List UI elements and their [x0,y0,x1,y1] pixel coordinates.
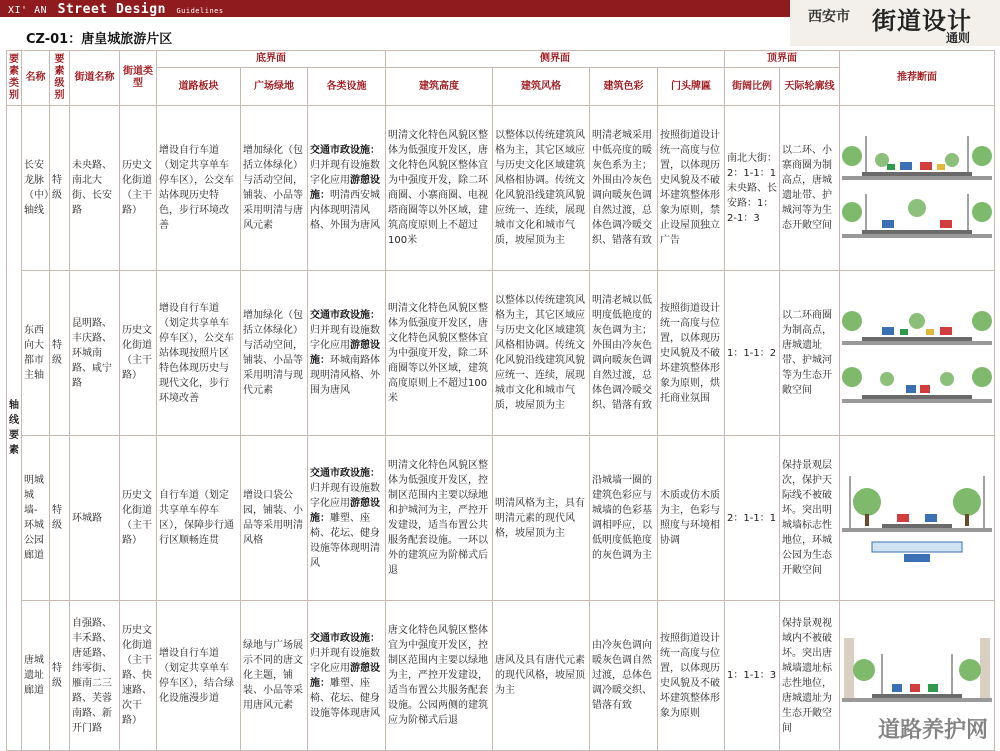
cell-street-ratio: 2：1-1：1 [725,436,780,601]
cell-facilities [308,271,386,436]
header-street-type: 街道类型 [120,51,157,106]
cell-building-height: 唐文化特色风貌区整体宜为中强度开发区，控制区范围内主要以绿地为主，严控开发建设，适当布置公共服务配套设施。公园两侧的建筑应为阶梯式后退 [386,601,493,751]
cell-building-color: 沿城墙一圈的建筑色彩应与城墙的色彩基调相呼应，以低明度低艳度的灰色调为主 [590,436,658,601]
category-cell [7,106,22,751]
header-road-section: 道路板块 [157,68,241,106]
cell-building-height: 明清文化特色风貌区整体为低强度开发区，唐文化特色风貌区整体宜为中强度开发，除二环商圈等以外区域，建筑高度原则上不超过100米 [386,271,493,436]
cell-street-ratio: 1：1-1：3 [725,601,780,751]
facility-label-leisure: 游憩设施： [310,497,380,524]
cell-street-ratio: 1：1-1：2 [725,271,780,436]
cell-street-names: 自强路、丰禾路、唐延路、纬零街、雁南二三路、芙蓉南路、新开门路 [70,601,120,751]
facility-label-traffic: 交通市政设施： [310,145,380,156]
header-recommended-section: 推荐断面 [840,51,995,106]
cell-building-height: 明清文化特色风貌区整体为低强度开发区，唐文化特色风貌区整体宜为中强度开发，除二环商圈、小寨商圈、电视塔商圈等以外区域，建筑高度原则上不超过100米 [386,106,493,271]
facility-label-leisure: 游憩设施： [310,340,380,366]
street-section-diagram [842,618,992,728]
cell-building-style: 唐风及具有唐代元素的现代风格，坡屋顶为主 [493,601,590,751]
header-group-top: 顶界面 [725,51,840,68]
cell-skyline: 以二环商圈为制高点，唐城遗址带、护城河等为生态开敞空间 [780,271,840,436]
cell-building-style: 以整体以传统建筑风格为主，其它区域应与历史文化区域建筑风格相协调。传统文化风貌沿线建筑风貌应统一、连续，展现城市文化和城市气质，坡屋顶为主 [493,271,590,436]
cell-name: 长安龙脉（中）轴线 [22,106,50,271]
doc-title: 街道设计 [872,7,972,35]
cell-building-color: 由冷灰色调向暖灰色调自然过渡，总体色调冷暖交织、错落有致 [590,601,658,751]
cell-section-image [840,106,995,271]
section-lower [842,194,992,238]
cell-building-style: 明清风格为主，具有明清元素的现代风格，坡屋顶为主 [493,436,590,601]
cell-signage: 按照街道设计统一高度与位置，以体现历史风貌及不破坏建筑整体形象为原则，烘托商业氛围 [658,271,725,436]
street-section-diagram [842,456,992,576]
cell-road-section: 增设自行车道（划定共享单车停车区），公交车站体现按照片区特色体现历史与现代文化，步行环境改善 [157,271,241,436]
header-building-style: 建筑风格 [493,68,590,106]
facility-label-leisure: 游憩设施： [310,175,380,201]
cell-name: 明城城墙-环城公园廊道 [22,436,50,601]
cell-plaza-green: 增加绿化（包括立体绿化）与活动空间，铺装、小品等采用明清与现代元素 [241,271,308,436]
header-category: 要素类别 [7,51,22,106]
cell-street-ratio: 南北大街：2：1-1：1未央路、长安路：1：2-1：3 [725,106,780,271]
cell-facilities [308,601,386,751]
header-plaza-green: 广场绿地 [241,68,308,106]
cell-street-names: 环城路 [70,436,120,601]
cell-building-color: 明清老城以低明度低艳度的灰色调为主；外围由冷灰色调向暖灰色调自然过渡，总体色调冷暖交织、错落有致 [590,271,658,436]
header-signage: 门头牌匾 [658,68,725,106]
street-section-diagram [842,126,992,246]
facility-label-traffic: 交通市政设施： [310,310,380,321]
cell-facilities [308,436,386,601]
cell-street-type: 历史文化街道（主干路） [120,271,157,436]
cell-plaza-green: 绿地与广场展示不同的唐文化主题，铺装、小品等采用唐风元素 [241,601,308,751]
header-level: 要素级别 [50,51,70,106]
facility-text-leisure: 雕塑、座椅、花坛、健身设施等体现唐风 [310,677,380,719]
cell-road-section: 增设自行车道（划定共享单车停车区），公交车站体现历史特色，步行环境改善 [157,106,241,271]
facility-label-traffic: 交通市政设施： [310,467,380,479]
cell-plaza-green: 增加绿化（包括立体绿化）与活动空间，铺装、小品等采用明清与唐风元素 [241,106,308,271]
guideline-table [6,50,995,751]
facility-text-traffic: 归并现有设施数字化应用 [310,482,380,509]
cell-level: 特级 [50,271,70,436]
header-building-color: 建筑色彩 [590,68,658,106]
header-name: 名称 [22,51,50,106]
header-street-names: 街道名称 [70,51,120,106]
facility-text-traffic: 归并现有设施数字化应用 [310,160,380,186]
cell-section-image [840,271,995,436]
header-facilities: 各类设施 [308,68,386,106]
cell-road-section: 增设自行车道（划定共享单车停车区），结合绿化设施漫步道 [157,601,241,751]
header-group-side: 侧界面 [386,51,725,68]
header-skyline: 天际轮廓线 [780,68,840,106]
watermark: 道路养护网 [877,718,988,743]
cell-skyline: 以二环、小寨商圈为制高点，唐城遗址带、护城河等为生态开敞空间 [780,106,840,271]
cell-signage: 木质或仿木质为主，色彩与照度与环境相协调 [658,436,725,601]
facility-text-traffic: 归并现有设施数字化应用 [310,325,380,351]
table-row [7,106,995,271]
table-row [7,601,995,751]
city-name: 西安市 [808,9,850,25]
cell-skyline: 保持景观层次，保护天际线不被破坏。突出明城墙标志性地位，环城公园为生态开敞空间 [780,436,840,601]
cell-street-type: 历史文化街道（主干路） [120,106,157,271]
header-group-base: 底界面 [157,51,386,68]
table-row [7,271,995,436]
brand-suffix: Guidelines [176,7,224,15]
facility-text-traffic: 归并现有设施数字化应用 [310,647,380,674]
section-lower [842,367,992,403]
cell-signage: 按照街道设计统一高度与位置，以体现历史风貌及不破坏建筑整体形象为原则，禁止设屋顶独立广告 [658,106,725,271]
section-upper [842,136,992,180]
doc-subtitle: 通则 [946,31,971,45]
cell-building-color: 明清老城采用中低亮度的暖灰色系为主；外围由冷灰色调向暖灰色调自然过渡，总体色调冷暖交织、错落有致 [590,106,658,271]
facility-text-leisure: 明清西安城内体现明清风格、外围为唐风 [310,190,380,231]
cell-name: 唐城遗址廊道 [22,601,50,751]
brand-prefix: XI' AN [8,5,48,16]
facility-label-leisure: 游憩设施： [310,662,380,689]
street-section-diagram [842,291,992,411]
category-label: 轴线要素 [9,400,19,456]
section-title: CZ-01：唐皇城旅游片区 [26,32,173,47]
brand-band [0,0,790,17]
header-street-ratio: 街阔比例 [725,68,780,106]
cell-street-type: 历史文化街道（主干路） [120,436,157,601]
brand-text [8,2,224,17]
cell-level: 特级 [50,106,70,271]
cell-level: 特级 [50,601,70,751]
cell-plaza-green: 增设口袋公园，铺装、小品等采用明清风格 [241,436,308,601]
cell-name: 东西向大都市主轴 [22,271,50,436]
cell-skyline: 保持景观视域内不被破坏。突出唐城墙遗址标志性地位，唐城遗址为生态开敞空间 [780,601,840,751]
table-row [7,436,995,601]
section-upper [842,311,992,345]
cell-facilities [308,106,386,271]
facility-text-leisure: 环城南路体现明清风格、外围为唐风 [310,355,380,396]
brand-main: Street Design [57,2,166,17]
header-building-height: 建筑高度 [386,68,493,106]
facility-label-traffic: 交通市政设施： [310,632,380,644]
cell-building-style: 以整体以传统建筑风格为主，其它区域应与历史文化区域建筑风格相协调。传统文化风貌沿线建筑风貌应统一、连续，展现城市文化和城市气质，坡屋顶为主 [493,106,590,271]
facility-text-leisure: 雕塑、座椅、花坛、健身设施等体现明清风 [310,512,380,569]
cell-building-height: 明清文化特色风貌区整体为低强度开发区，控制区范围内主要以绿地和护城河为主，严控开发建设，适当布置公共服务配套设施。一环以外的建筑应为阶梯式后退 [386,436,493,601]
cell-section-image [840,436,995,601]
title-box [790,0,1000,46]
cell-signage: 按照街道设计统一高度与位置，以体现历史风貌及不破坏建筑整体形象为原则 [658,601,725,751]
cell-road-section: 自行车道（划定共享单车停车区），保障步行通行区顺畅连贯 [157,436,241,601]
cell-street-names: 未央路、南北大街、长安路 [70,106,120,271]
cell-street-type: 历史文化街道（主干路、快速路、次干路） [120,601,157,751]
cell-street-names: 昆明路、丰庆路、环城南路、咸宁路 [70,271,120,436]
cell-level: 特级 [50,436,70,601]
